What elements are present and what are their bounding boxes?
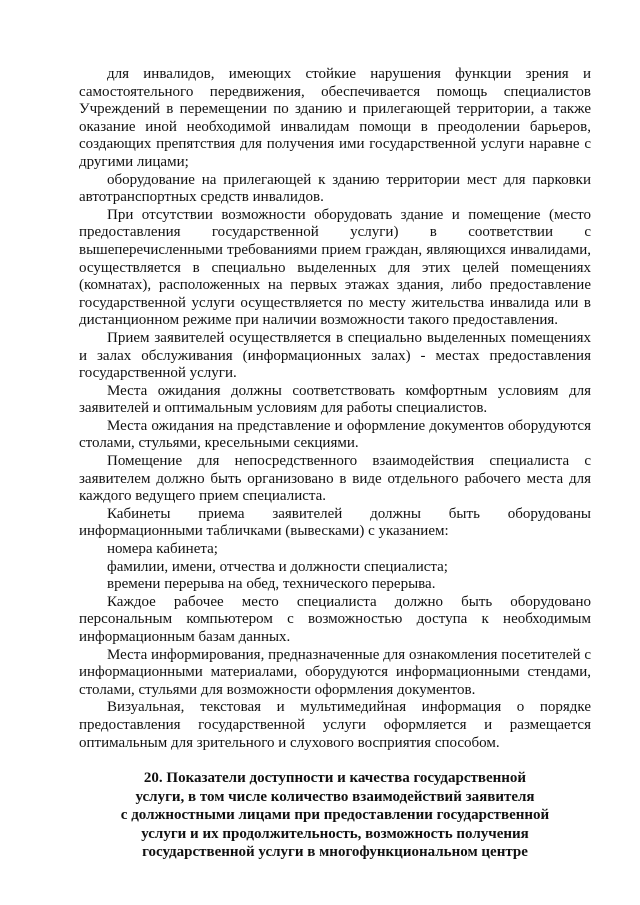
paragraph-13: Места информирования, предназначенные для ознакомления посетителей с информационными материалами, оборудуются информационными стендами, столами, стульями для возможности оформления документов. [79, 646, 591, 698]
paragraph-11: времени перерыва на обед, технического перерыва. [107, 576, 436, 593]
paragraph-14: Визуальная, текстовая и мультимедийная информация о порядке предоставления государственной услуги оформляется и размещается оптимальным для зрительного и слухового восприятия способом. [79, 699, 591, 751]
paragraph-4: Прием заявителей осуществляется в специально выделенных помещениях и залах обслуживания (информационных залах) - местах предоставления государственной услуги. [79, 329, 591, 382]
paragraph-8: Кабинеты приема заявителей должны быть оборудованы информационными табличками (вывесками) с указанием: [79, 505, 591, 540]
paragraph-9: номера кабинета; [107, 541, 218, 558]
heading-line-4: услуги и их продолжительность, возможность получения [141, 825, 529, 842]
paragraph-10: фамилии, имени, отчества и должности специалиста; [107, 558, 448, 575]
paragraph-1: для инвалидов, имеющих стойкие нарушения функции зрения и самостоятельного передвижения, обеспечивается помощь специалистов Учреждений в перемещении по зданию и прилегающей территории, а также оказание иной необходимой инвалидам помощи в преодолении барьеров, создающих препятствия для получения ими государственной услуги наравне с другими лицами; [79, 66, 591, 170]
paragraph-3: При отсутствии возможности оборудовать здание и помещение (место предоставления государственной услуги) в соответствии с вышеперечисленными требованиями прием граждан, являющихся инвалидами, осуществляется в специально выделенных для этих целей помещениях (комнатах), расположенных на первых этажах здания, либо предоставление государственной услуги осуществляется по месту жительства инвалида или в дистанционном режиме при наличии возможности такого предоставления. [79, 206, 591, 329]
paragraph-5: Места ожидания должны соответствовать комфортным условиям для заявителей и оптимальным условиям для работы специалистов. [79, 382, 591, 417]
heading-line-2: услуги, в том числе количество взаимодействий заявителя [135, 788, 535, 805]
document-page [79, 66, 591, 862]
paragraph-12: Каждое рабочее место специалиста должно быть оборудовано персональным компьютером с возможностью доступа к необходимым информационным базам данных. [79, 593, 591, 645]
heading-line-1: 20. Показатели доступности и качества государственной [143, 770, 527, 787]
paragraph-7: Помещение для непосредственного взаимодействия специалиста с заявителем должно быть организовано в виде отдельного рабочего места для каждого ведущего прием специалиста. [79, 453, 591, 505]
heading-line-5: государственной услуги в многофункциональном центре [142, 844, 528, 861]
paragraph-2: оборудование на прилегающей к зданию территории мест для парковки автотранспортных средств инвалидов. [79, 171, 591, 206]
paragraph-6: Места ожидания на представление и оформление документов оборудуются столами, стульями, кресельными секциями. [79, 417, 591, 452]
heading-line-3: с должностными лицами при предоставлении государственной [120, 807, 550, 824]
section-heading [79, 769, 591, 862]
